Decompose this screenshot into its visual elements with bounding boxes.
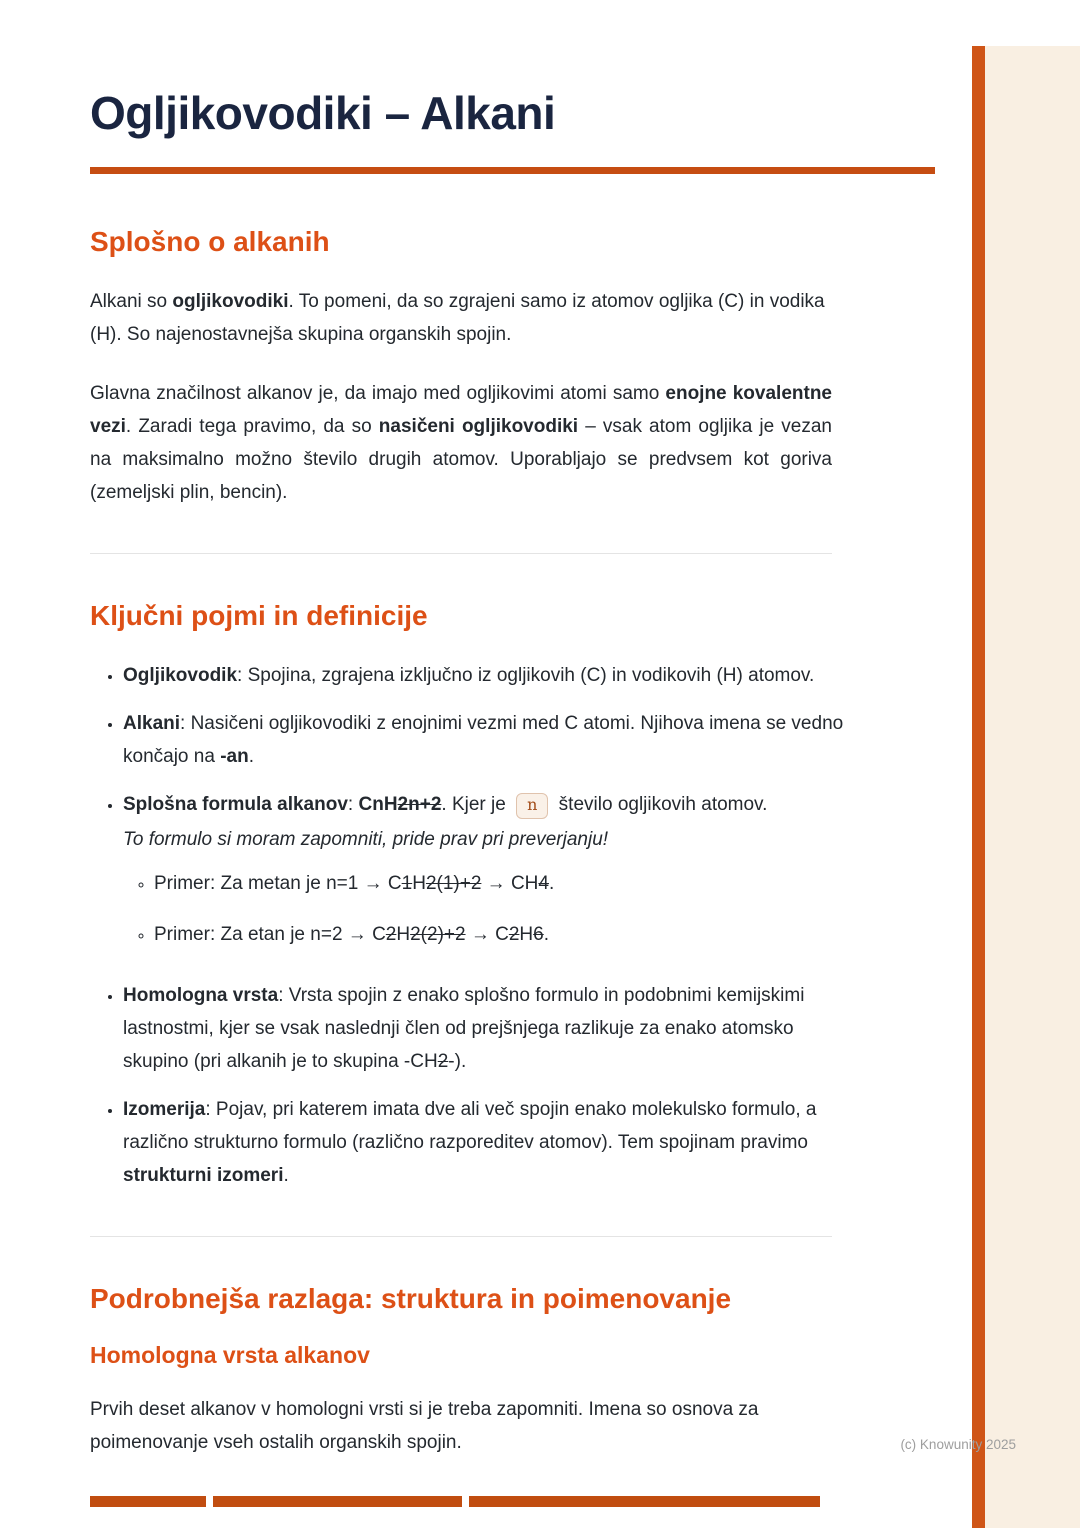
paragraph-splosno-2: Glavna značilnost alkanov je, da imajo med ogljikovimi atomi samo enojne kovalentne vezi. Zaradi tega pravimo, da so nasičeni ogljikovodiki – vsak atom ogljika je vezan na maksimalno možno število drugih atomov. Uporabljajo se predvsem kot goriva (zemeljski plin, bencin).	[90, 383, 832, 504]
copyright-credit: (c) Knowunity 2025	[900, 1437, 1016, 1452]
section-heading-splosno: Splošno o alkanih	[90, 226, 330, 257]
page-edge-background	[985, 46, 1080, 1528]
section-divider	[90, 553, 832, 554]
list-item	[123, 1093, 865, 1192]
definitions-list	[90, 659, 865, 1192]
list-item	[123, 659, 865, 692]
example-metan: ◦ Primer: Za metan je n=1 → C1H2(1)+2 → CH4.	[154, 872, 555, 894]
definition-ogljikovodik: • Ogljikovodik: Spojina, zgrajena izključno iz ogljikovih (C) in vodikovih (H) atomov.	[123, 665, 815, 687]
bottom-bar-segment	[213, 1496, 462, 1507]
page-title: Ogljikovodiki – Alkani	[90, 87, 556, 139]
definition-alkani: • Alkani: Nasičeni ogljikovodiki z enojnimi vezmi med C atomi. Njihova imena se vedno končajo na -an.	[123, 713, 844, 768]
list-item	[123, 788, 865, 950]
document-content	[90, 86, 940, 1485]
definition-splosna-formula: • Splošna formula alkanov: CnH2n+2. Kjer je n število ogljikovih atomov.	[123, 788, 861, 821]
list-item	[123, 707, 865, 773]
bottom-accent-bar	[90, 1496, 820, 1507]
subsection-heading-homologna-vrsta: Homologna vrsta alkanov	[90, 1341, 370, 1368]
example-etan: ◦ Primer: Za etan je n=2 → C2H2(2)+2 → C2H6.	[154, 923, 550, 945]
formula-note: To formulo si moram zapomniti, pride prav pri preverjanju!	[123, 829, 609, 851]
bottom-bar-segment	[90, 1496, 206, 1507]
definition-izomerija: • Izomerija: Pojav, pri katerem imata dve ali več spojin enako molekulsko formulo, a različno strukturno formulo (različno razporeditev atomov). Tem spojinam pravimo strukturni izomeri.	[123, 1098, 817, 1186]
paragraph-splosno-1: Alkani so ogljikovodiki. To pomeni, da so zgrajeni samo iz atomov ogljika (C) in vodika (H). So najenostavnejša skupina organskih spojin.	[90, 291, 825, 346]
examples-sublist	[123, 867, 865, 951]
section-heading-razlaga: Podrobnejša razlaga: struktura in poimenovanje	[90, 1282, 732, 1314]
section-divider	[90, 1236, 832, 1237]
title-divider-rule	[90, 167, 935, 174]
definition-homologna-vrsta: • Homologna vrsta: Vrsta spojin z enako splošno formulo in podobnimi kemijskimi lastnostmi, kjer se vsak naslednji člen od prejšnjega razlikuje za enako atomsko skupino (pri alkanih je to skupina -CH2-).	[123, 984, 805, 1072]
bottom-bar-segment	[469, 1496, 820, 1507]
vertical-accent-stripe	[972, 46, 985, 1528]
list-item	[123, 979, 865, 1078]
list-item	[154, 918, 865, 951]
paragraph-razlaga-1: Prvih deset alkanov v homologni vrsti si je treba zapomniti. Imena so osnova za poimenovanje vseh ostalih organskih spojin.	[90, 1398, 759, 1453]
section-heading-pojmi: Ključni pojmi in definicije	[90, 600, 428, 632]
list-item	[154, 867, 865, 900]
